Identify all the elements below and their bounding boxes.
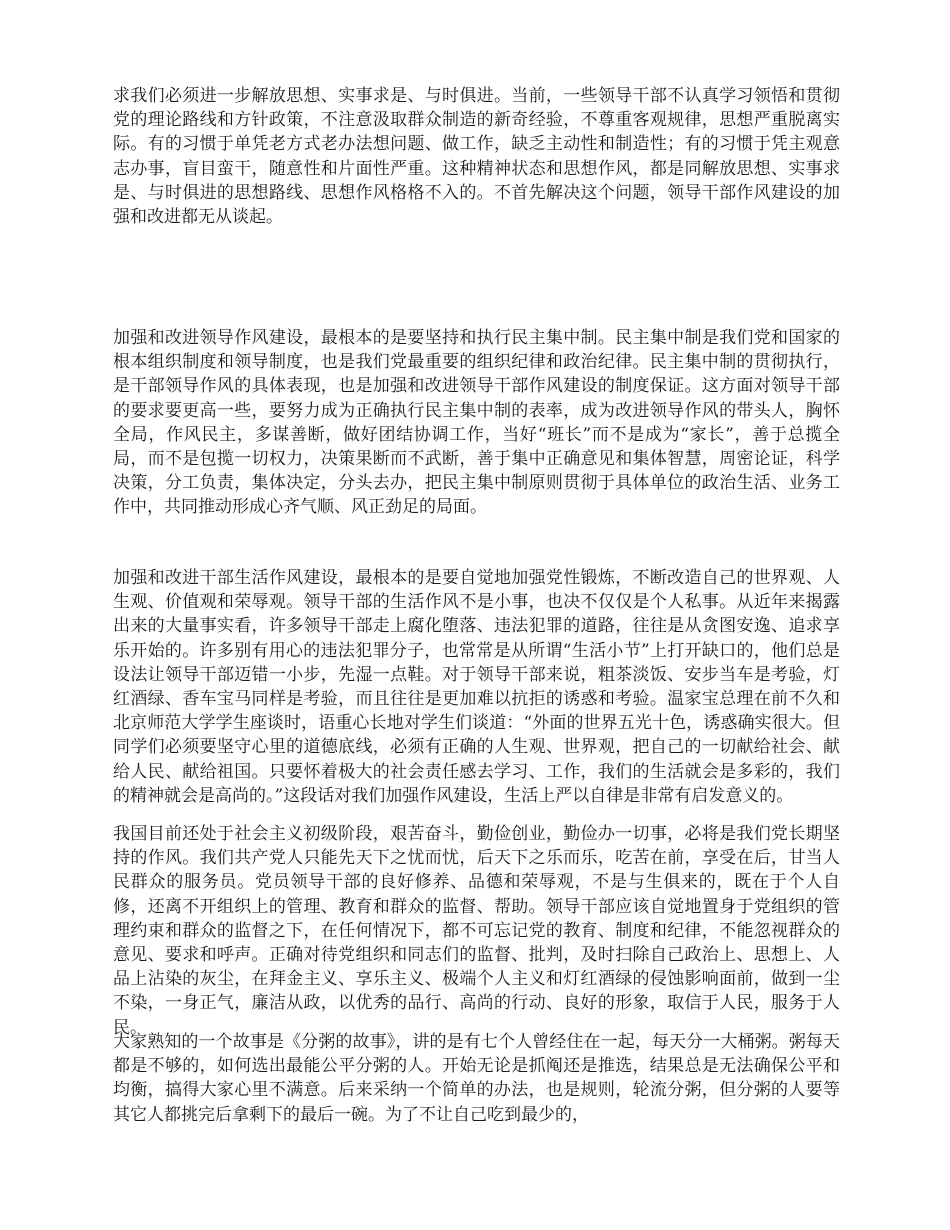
paragraph-1: 求我们必须进一步解放思想、实事求是、与时俱进。当前，一些领导干部不认真学习领悟和贯彻党的理论路线和方针政策，不注意汲取群众制造的新奇经验，不尊重客观规律，思想严重脱离实际。有的习惯于单凭老方式老办法想问题、做工作，缺乏主动性和制造性；有的习惯于凭主观意志办事，盲目蛮干，随意性和片面性严重。这种精神状态和思想作风，都是同解放思想、实事求是、与时俱进的思想路线、思想作风格格不入的。不首先解决这个问题，领导干部作风建设的加强和改进都无从谈起。: [113, 86, 840, 228]
paragraph-4: 我国目前还处于社会主义初级阶段，艰苦奋斗，勤俭创业，勤俭办一切事，必将是我们党长期坚持的作风。我们共产党人只能先天下之忧而忧，后天下之乐而乐，吃苦在前，享受在后，甘当人民群众的服务员。党员领导干部的良好修养、品德和荣辱观，不是与生俱来的，既在于个人自修，还离不开组织上的管理、教育和群众的监督、帮助。领导干部应该自觉地置身于党组织的管理约束和群众的监督之下，在任何情况下，都不可忘记党的教育、制度和纪律，不能忽视群众的意见、要求和呼声。正确对待党组织和同志们的监督、批判，及时扫除自己政治上、思想上、人品上沾染的灰尘，在拜金主义、享乐主义、极端个人主义和灯红酒绿的侵蚀影响面前，做到一尘不染，一身正气，廉洁从政，以优秀的品行、高尚的行动、良好的形象，取信于人民，服务于人民。: [113, 824, 840, 1038]
paragraph-2: 加强和改进领导作风建设，最根本的是要坚持和执行民主集中制。民主集中制是我们党和国家的根本组织制度和领导制度，也是我们党最重要的组织纪律和政治纪律。民主集中制的贯彻执行，是干部领导作风的具体表现，也是加强和改进领导干部作风建设的制度保证。这方面对领导干部的要求要更高一些，要努力成为正确执行民主集中制的表率，成为改进领导作风的带头人，胸怀全局，作风民主，多谋善断，做好团结协调工作，当好“班长”而不是成为“家长”，善于总揽全局，而不是包揽一切权力，决策果断而不武断，善于集中正确意见和集体智慧，周密论证，科学决策，分工负责，集体决定，分头去办，把民主集中制原则贯彻于具体单位的政治生活、业务工作中，共同推动形成心齐气顺、风正劲足的局面。: [113, 328, 840, 518]
paragraph-5: 大家熟知的一个故事是《分粥的故事》，讲的是有七个人曾经住在一起，每天分一大桶粥。粥每天都是不够的，如何选出最能公平分粥的人。开始无论是抓阄还是推选，结果总是无法确保公平和均衡，搞得大家心里不满意。后来采纳一个简单的办法，也是规则，轮流分粥，但分粥的人要等其它人都挑完后拿剩下的最后一碗。为了不让自己吃到最少的，: [113, 1032, 840, 1125]
paragraph-3: 加强和改进干部生活作风建设，最根本的是要自觉地加强党性锻炼，不断改造自己的世界观、人生观、价值观和荣辱观。领导干部的生活作风不是小事，也决不仅仅是个人私事。从近年来揭露出来的大量事实看，许多领导干部走上腐化堕落、违法犯罪的道路，往往是从贪图安逸、追求享乐开始的。许多别有用心的违法犯罪分子，也常常是从所谓“生活小节”上打开缺口的，他们总是设法让领导干部迈错一小步，先湿一点鞋。对于领导干部来说，粗茶淡饭、安步当车是考验，灯红酒绿、香车宝马同样是考验，而且往往是更加难以抗拒的诱惑和考验。温家宝总理在前不久和北京师范大学学生座谈时，语重心长地对学生们谈道：“外面的世界五光十色，诱惑确实很大。但同学们必须要坚守心里的道德底线，必须有正确的人生观、世界观，把自己的一切献给社会、献给人民、献给祖国。只要怀着极大的社会责任感去学习、工作，我们的生活就会是多彩的，我们的精神就会是高尚的。”这段话对我们加强作风建设，生活上严以自律是非常有启发意义的。: [113, 568, 840, 806]
